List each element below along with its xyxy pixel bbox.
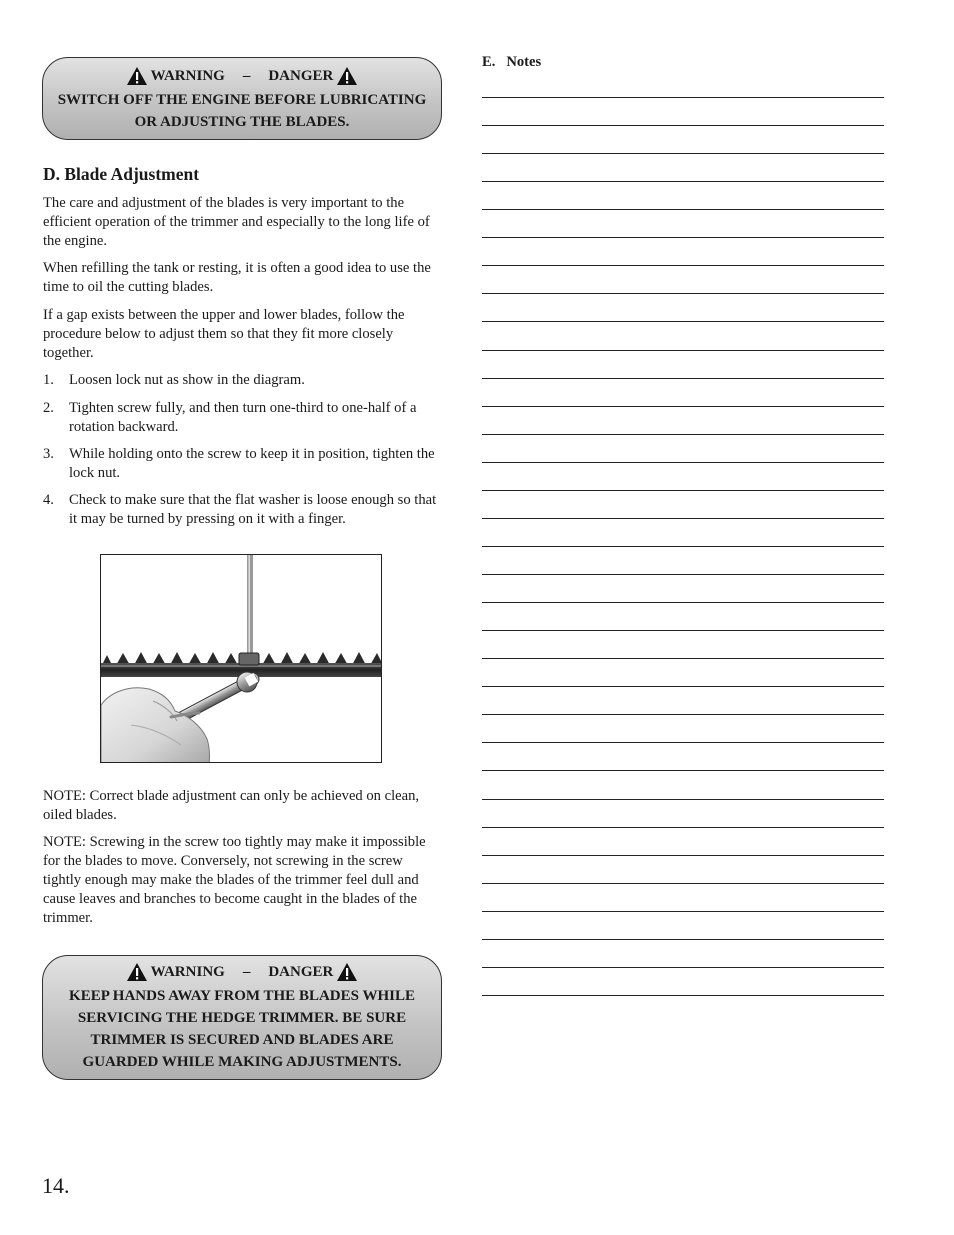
warning-dash: – [242, 964, 251, 980]
warning-header [43, 961, 441, 983]
warning-box-top [42, 57, 442, 140]
note-writing-line [482, 686, 884, 687]
note-paragraph: NOTE: Correct blade adjustment can only be achieved on clean, oiled blades. [43, 788, 420, 823]
warning-line: KEEP HANDS AWAY FROM THE BLADES WHILE [69, 988, 415, 1004]
note-writing-line [482, 125, 884, 126]
warning-triangle-icon [336, 962, 358, 982]
warning-triangle-icon [126, 962, 148, 982]
note-writing-line [482, 153, 884, 154]
warning-box-bottom [42, 955, 442, 1080]
note-writing-line [482, 855, 884, 856]
paragraph: If a gap exists between the upper and lower blades, follow the procedure below to adjust them so that they fit more closely together. [43, 307, 405, 361]
note-writing-line [482, 827, 884, 828]
note-writing-line [482, 209, 884, 210]
note-writing-line [482, 546, 884, 547]
note-writing-line [482, 321, 884, 322]
warning-line: GUARDED WHILE MAKING ADJUSTMENTS. [82, 1054, 402, 1070]
note-writing-line [482, 911, 884, 912]
paragraph: The care and adjustment of the blades is very important to the efficient operation of the trimmer and especially to the long life of the engine. [43, 195, 430, 249]
note-writing-line [482, 462, 884, 463]
note-writing-line [482, 770, 884, 771]
paragraph: When refilling the tank or resting, it is often a good idea to use the time to oil the cutting blades. [43, 260, 431, 295]
note-writing-line [482, 939, 884, 940]
danger-label: DANGER [268, 68, 334, 84]
blade-photo-illustration [101, 555, 382, 763]
note-writing-line [482, 181, 884, 182]
note-writing-line [482, 995, 884, 996]
step-text: Tighten screw fully, and then turn one-third to one-half of a rotation backward. [69, 400, 417, 435]
warning-line: TRIMMER IS SECURED AND BLADES ARE [90, 1032, 394, 1048]
danger-label: DANGER [268, 964, 334, 980]
step-number: 3. [43, 446, 54, 462]
step-number: 2. [43, 400, 54, 416]
section-heading-notes: E. Notes [482, 54, 542, 70]
section-heading-blade-adjustment: D. Blade Adjustment [43, 164, 200, 184]
note-writing-line [482, 293, 884, 294]
note-writing-line [482, 714, 884, 715]
warning-line: SWITCH OFF THE ENGINE BEFORE LUBRICATING [57, 92, 427, 108]
warning-dash: – [242, 68, 251, 84]
warning-line: OR ADJUSTING THE BLADES. [134, 114, 350, 130]
note-writing-line [482, 630, 884, 631]
note-writing-line [482, 237, 884, 238]
note-writing-line [482, 378, 884, 379]
warning-line: SERVICING THE HEDGE TRIMMER. BE SURE [77, 1010, 407, 1026]
step-text: Check to make sure that the flat washer is loose enough so that it may be turned by pressing on it with a finger. [69, 492, 437, 527]
blade-adjustment-photo [100, 554, 382, 763]
step-text: Loosen lock nut as show in the diagram. [69, 372, 305, 388]
note-writing-line [482, 602, 884, 603]
note-writing-line [482, 799, 884, 800]
step-text: While holding onto the screw to keep it in position, tighten the lock nut. [69, 446, 435, 481]
note-writing-line [482, 350, 884, 351]
note-writing-line [482, 574, 884, 575]
warning-label: WARNING [150, 68, 225, 84]
note-writing-line [482, 742, 884, 743]
note-writing-line [482, 967, 884, 968]
warning-triangle-icon [126, 66, 148, 86]
warning-triangle-icon [336, 66, 358, 86]
step-item [43, 399, 443, 437]
note-writing-line [482, 883, 884, 884]
note-writing-line [482, 265, 884, 266]
note-writing-line [482, 97, 884, 98]
page-number: 14. [42, 1173, 70, 1198]
step-number: 4. [43, 492, 54, 508]
note-writing-line [482, 434, 884, 435]
note-writing-line [482, 406, 884, 407]
step-number: 1. [43, 372, 54, 388]
step-item [43, 491, 443, 529]
warning-header [43, 65, 441, 87]
note-paragraph: NOTE: Screwing in the screw too tightly may make it impossible for the blades to move. Conversely, not screwing in the screw tightly enough may make the blades of the trimmer feel dull and cause leaves and branches to become caught in the blades of the trimmer. [43, 834, 426, 926]
step-item [43, 445, 443, 483]
note-writing-line [482, 490, 884, 491]
warning-label: WARNING [150, 964, 225, 980]
note-writing-line [482, 518, 884, 519]
note-writing-line [482, 658, 884, 659]
step-item [43, 371, 443, 390]
